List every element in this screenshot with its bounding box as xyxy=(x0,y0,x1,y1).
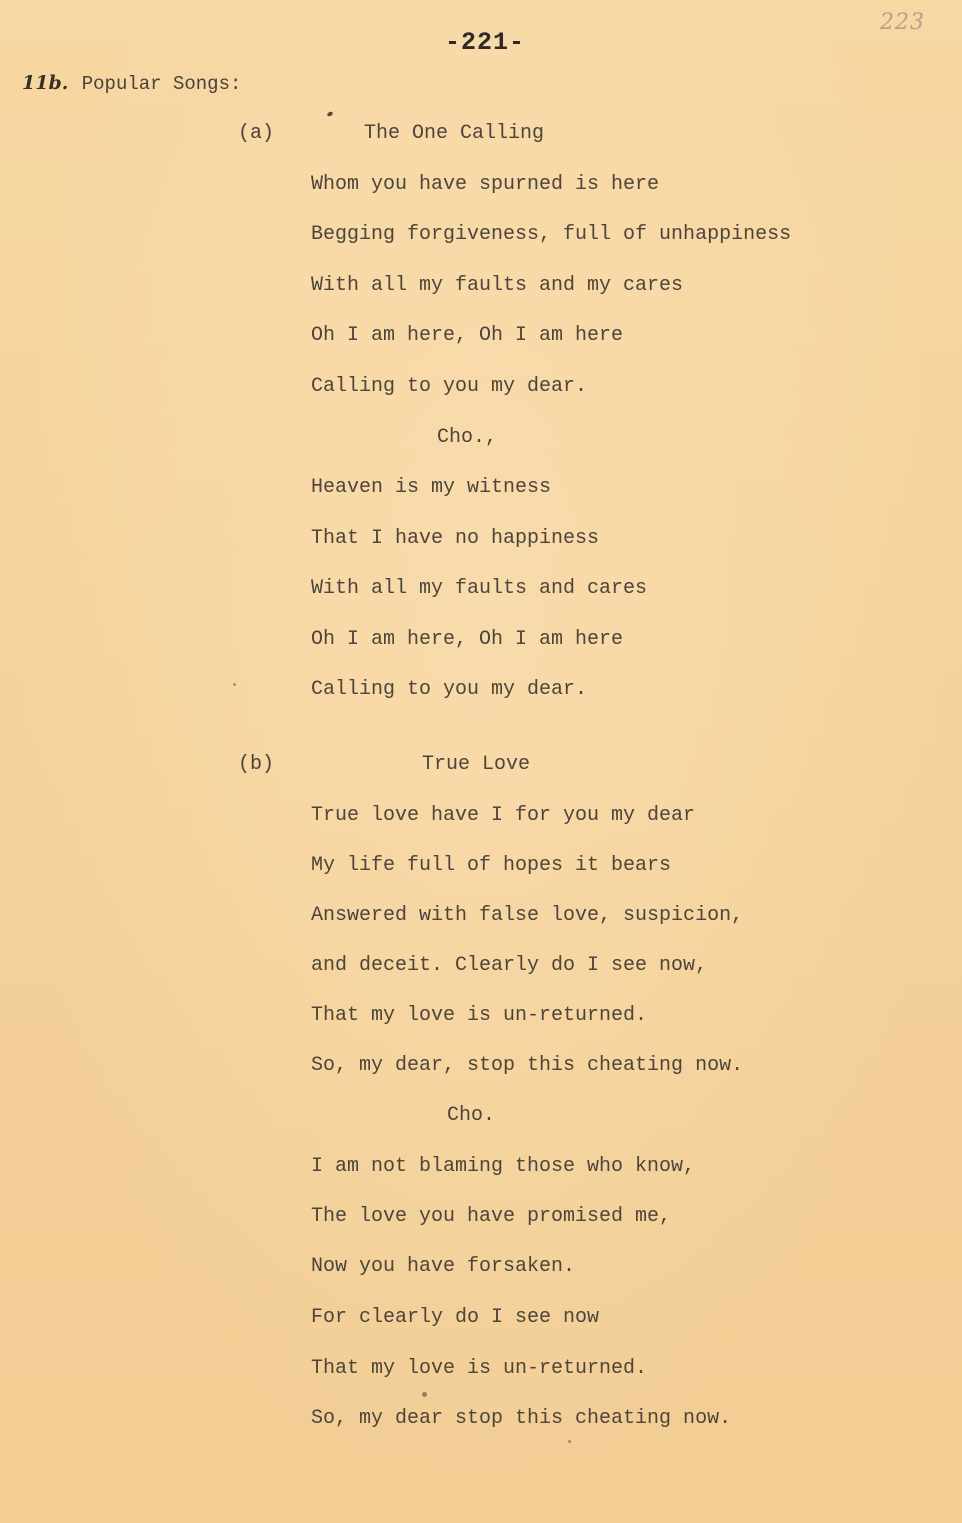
lyric-line: Calling to you my dear. xyxy=(311,678,588,701)
section-heading xyxy=(22,72,241,95)
song-marker-b: (b) xyxy=(238,753,275,776)
lyric-line: The love you have promised me, xyxy=(311,1205,672,1228)
lyric-line: and deceit. Clearly do I see now, xyxy=(311,954,708,977)
lyric-line: True love have I for you my dear xyxy=(311,804,696,827)
lyric-line: So, my dear, stop this cheating now. xyxy=(311,1054,744,1077)
lyric-line: Begging forgiveness, full of unhappiness xyxy=(311,223,792,246)
chorus-label-b: Cho. xyxy=(447,1104,496,1127)
archive-number: 223 xyxy=(880,10,925,35)
lyric-line: Now you have forsaken. xyxy=(311,1255,576,1278)
lyric-line: So, my dear stop this cheating now. xyxy=(311,1407,732,1430)
lyric-line: With all my faults and cares xyxy=(311,577,648,600)
section-title: Popular Songs: xyxy=(81,73,242,95)
chorus-label-a: Cho., xyxy=(437,426,498,449)
page-number: -221- xyxy=(444,28,525,57)
song-title-a: The One Calling xyxy=(364,122,545,145)
lyric-line: With all my faults and my cares xyxy=(311,274,684,297)
lyric-line: That I have no happiness xyxy=(311,527,600,550)
ink-speck xyxy=(568,1440,571,1443)
lyric-line: Whom you have spurned is here xyxy=(311,173,660,196)
lyric-line: My life full of hopes it bears xyxy=(311,854,672,877)
lyric-line: That my love is un-returned. xyxy=(311,1357,648,1380)
section-number: 11b. xyxy=(22,72,69,94)
lyric-line: Heaven is my witness xyxy=(311,476,552,499)
lyric-line: Calling to you my dear. xyxy=(311,375,588,398)
song-title-b: True Love xyxy=(422,753,531,776)
lyric-line: Answered with false love, suspicion, xyxy=(311,904,744,927)
ink-speck xyxy=(422,1392,427,1397)
song-marker-a: (a) xyxy=(238,122,275,145)
lyric-line: Oh I am here, Oh I am here xyxy=(311,324,624,347)
lyric-line: I am not blaming those who know, xyxy=(311,1155,696,1178)
ink-speck xyxy=(326,111,333,117)
lyric-line: That my love is un-returned. xyxy=(311,1004,648,1027)
lyric-line: Oh I am here, Oh I am here xyxy=(311,628,624,651)
ink-speck xyxy=(233,683,236,686)
lyric-line: For clearly do I see now xyxy=(311,1306,600,1329)
